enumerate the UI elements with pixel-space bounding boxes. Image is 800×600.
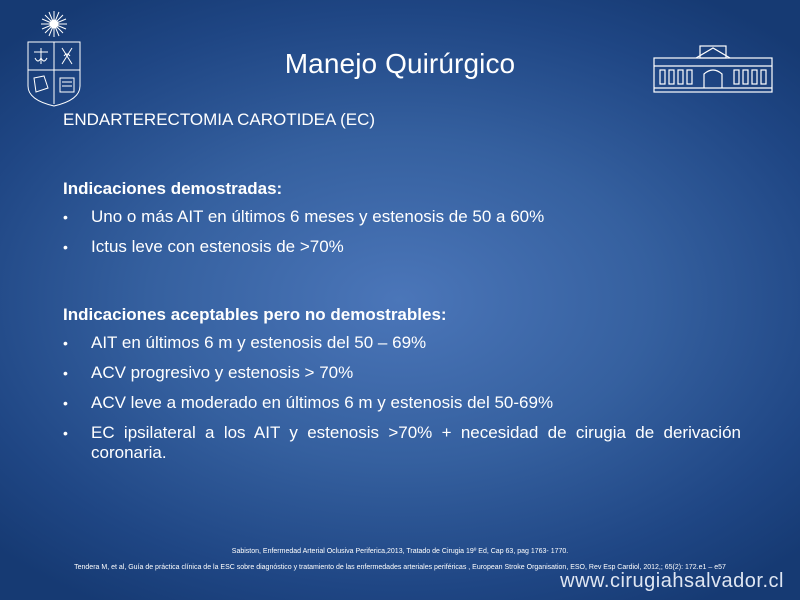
reference-sabiston: Sabiston, Enfermedad Arterial Oclusiva Periferica,2013, Tratado de Cirugia 19º Ed, Cap 63, pag 1763- 1770. <box>231 548 569 555</box>
list-item: • EC ipsilateral a los AIT y estenosis >70% + necesidad de cirugia de derivación coronaria. <box>63 423 741 462</box>
reference-tendera: Tendera M, et al, Guía de práctica clínica de la ESC sobre diagnóstico y tratamiento de las enfermedades arteriales periféricas , European Stroke Organisation, ESO, Rev Esp Cardiol, 2012,; 65(2): 172.e1 – e57 <box>74 564 726 571</box>
list-item: • ACV leve a moderado en últimos 6 m y estenosis del 50-69% <box>63 393 554 412</box>
list-item: • ACV progresivo y estenosis > 70% <box>63 363 354 382</box>
bullet-icon: • <box>63 335 68 351</box>
list-item: • AIT en últimos 6 m y estenosis del 50 – 69% <box>63 333 427 352</box>
list-item: • Ictus leve con estenosis de >70% <box>63 237 344 256</box>
bullet-icon: • <box>63 239 68 255</box>
list-demonstrated <box>63 207 741 257</box>
section-heading-acceptable: Indicaciones aceptables pero no demostrables: <box>63 305 447 324</box>
bullet-icon: • <box>63 425 68 441</box>
list-acceptable <box>63 333 741 463</box>
section-heading-demonstrated: Indicaciones demostradas: <box>63 179 283 198</box>
list-item: • Uno o más AIT en últimos 6 meses y estenosis de 50 a 60% <box>63 207 545 226</box>
website-url: www.cirugiahsalvador.cl <box>560 570 784 592</box>
slide-subtitle: ENDARTERECTOMIA CAROTIDEA (EC) <box>63 110 376 129</box>
slide-title: Manejo Quirúrgico <box>284 48 516 79</box>
slide-content <box>63 110 741 473</box>
bullet-icon: • <box>63 395 68 411</box>
bullet-icon: • <box>63 365 68 381</box>
bullet-icon: • <box>63 209 68 225</box>
